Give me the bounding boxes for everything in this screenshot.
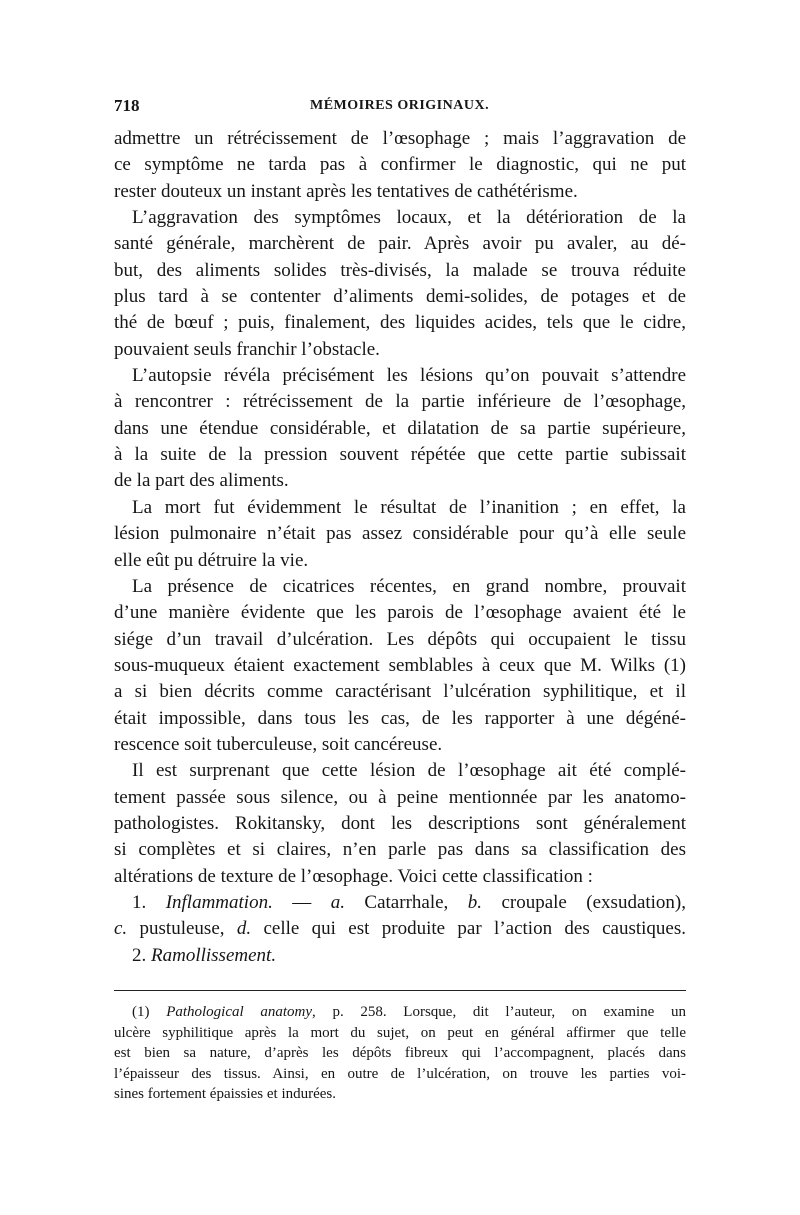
footnote-line (114, 1002, 686, 1023)
text-line: lésion pulmonaire n’était pas assez considérable pour qu’à elle seule (114, 523, 686, 545)
text-line: siége d’un travail d’ulcération. Les dépôts qui occupaient le tissu (114, 628, 686, 650)
text-line: pouvaient seuls franchir l’obstacle. (114, 338, 380, 360)
footnote (114, 1002, 686, 1105)
subitem-text: croupale (exsudation), (482, 891, 687, 913)
text-line: plus tard à se contenter d’aliments demi-solides, de potages et de (114, 286, 686, 308)
text-line: La présence de cicatrices récentes, en grand nombre, prouvait (132, 575, 686, 597)
text-line: santé générale, marchèrent de pair. Après avoir pu avaler, au dé- (114, 233, 686, 255)
text-line: admettre un rétrécissement de l’œsophage ; mais l’aggravation de (114, 128, 686, 149)
footnote-line: ulcère syphilitique après la mort du sujet, on peut en général affirmer que telle (114, 1024, 686, 1041)
text-line: but, des aliments solides très-divisés, la malade se trouva réduite (114, 259, 686, 281)
footnote-marker: (1) (132, 1004, 150, 1020)
page-header (114, 96, 686, 120)
text-line: thé de bœuf ; puis, finalement, des liquides acides, tels que le cidre, (114, 312, 686, 334)
footnote-line: sines fortement épaissies et indurées. (114, 1086, 337, 1102)
classification-dash: — (272, 891, 331, 913)
text-line: à rencontrer : rétrécissement de la partie inférieure de l’œsophage, (114, 391, 686, 413)
classification-title: Inflammation. (165, 891, 273, 913)
subitem-text: pustuleuse, (127, 918, 237, 940)
running-head: MÉMOIRES ORIGINAUX. (310, 98, 490, 113)
subitem-letter: c. (114, 918, 128, 940)
classification-number: 2. (132, 944, 147, 966)
text-line: Il est surprenant que cette lésion de l’œsophage ait été complé- (132, 760, 686, 782)
text-line: était impossible, dans tous les cas, de les rapporter à une dégéné- (114, 707, 686, 729)
text-line: tement passée sous silence, ou à peine mentionnée par les anatomo- (114, 786, 686, 808)
text-line: ce symptôme ne tarda pas à confirmer le diagnostic, qui ne put (114, 154, 686, 176)
text-line: elle eût pu détruire la vie. (114, 549, 309, 571)
text-line: d’une manière évidente que les parois de l’œsophage avaient été le (114, 602, 686, 624)
book-page (114, 96, 686, 1105)
text-line: pathologistes. Rokitansky, dont les descriptions sont généralement (114, 812, 686, 834)
text-line: altérations de texture de l’œsophage. Voici cette classification : (114, 865, 593, 887)
subitem-letter: a. (330, 891, 345, 913)
text-line: de la part des aliments. (114, 470, 289, 492)
classification-item-2 (114, 943, 686, 969)
subitem-text: Catarrhale, (344, 891, 468, 913)
text-line: rester douteux un instant après les tentatives de cathétérisme. (114, 180, 578, 202)
subitem-letter: d. (236, 918, 252, 940)
text-line: si complètes et si claires, n’en parle pas dans sa classification des (114, 839, 686, 861)
classification-item-1 (114, 890, 686, 916)
classification-title: Ramollissement. (151, 944, 277, 966)
footnote-divider (114, 990, 686, 991)
text-line: a si bien décrits comme caractérisant l’ulcération syphilitique, et il (114, 681, 686, 703)
text-line: dans une étendue considérable, et dilatation de sa partie supérieure, (114, 417, 686, 439)
page-number: 718 (114, 96, 140, 115)
footnote-line: est bien sa nature, d’après les dépôts fibreux qui l’accompagnent, placés dans (114, 1045, 686, 1061)
text-line: La mort fut évidemment le résultat de l’inanition ; en effet, la (132, 496, 686, 518)
footnote-text: , p. 258. Lorsque, dit l’auteur, on examine un (312, 1004, 687, 1020)
text-line: à la suite de la pression souvent répétée que cette partie subissait (114, 444, 686, 466)
body-text (114, 126, 686, 969)
text-line: L’aggravation des symptômes locaux, et la détérioration de la (132, 207, 686, 229)
subitem-letter: b. (467, 891, 482, 913)
subitem-text: celle qui est produite par l’action des caustiques. (251, 918, 686, 940)
text-line: L’autopsie révéla précisément les lésions qu’on pouvait s’attendre (132, 365, 686, 387)
text-line: rescence soit tuberculeuse, soit cancéreuse. (114, 733, 443, 755)
footnote-source-title: Pathological anatomy (166, 1004, 313, 1020)
footnote-line: l’épaisseur des tissus. Ainsi, en outre de l’ulcération, on trouve les parties voi- (114, 1065, 686, 1082)
classification-item-1-continued (114, 916, 686, 942)
classification-number: 1. (132, 891, 147, 913)
text-line: sous-muqueux étaient exactement semblables à ceux que M. Wilks (1) (114, 654, 686, 676)
